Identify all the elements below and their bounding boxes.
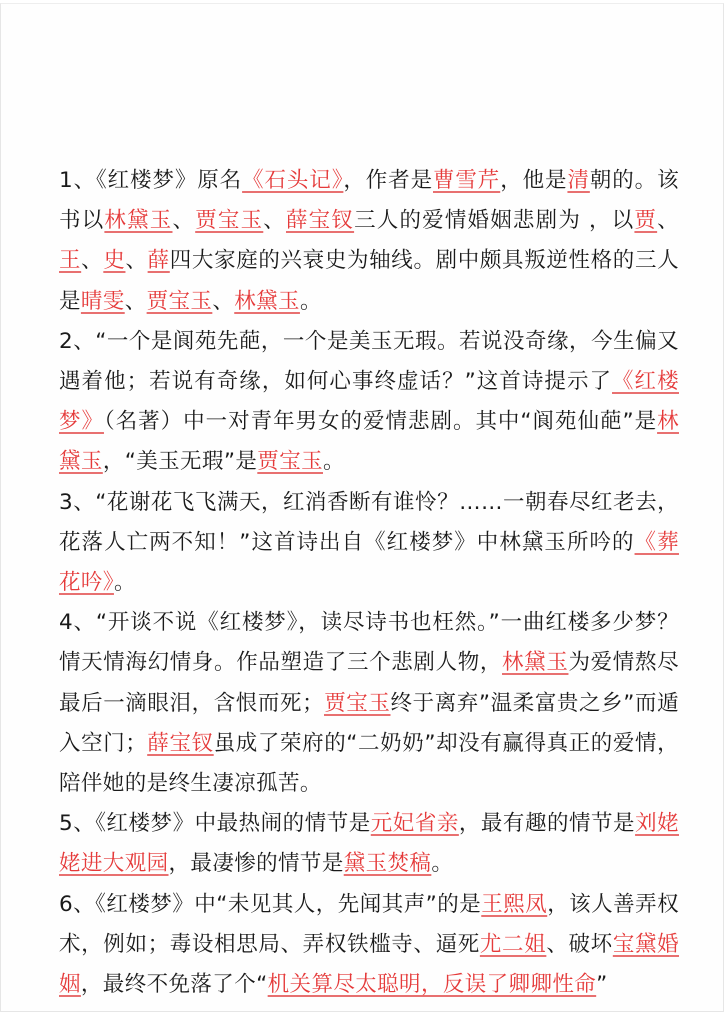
highlighted-answer: 薛宝钗 xyxy=(285,208,355,234)
text-segment: 。 xyxy=(299,288,322,314)
text-segment: 四大家庭的兴衰史为轴线。剧中颇具叛逆性格的三人是 xyxy=(59,248,679,314)
highlighted-answer: 贾宝玉 xyxy=(146,288,213,314)
paragraph-5 xyxy=(59,804,679,884)
text-segment: ，最有趣的情节是 xyxy=(458,811,636,837)
highlighted-answer: 林黛玉 xyxy=(59,409,679,475)
highlighted-answer: 王 xyxy=(59,248,82,274)
text-segment: ，“美玉无瑕”是 xyxy=(102,449,258,475)
document-page xyxy=(0,3,724,1012)
highlighted-answer: 《石头记》 xyxy=(242,168,344,193)
highlighted-answer: 机关算尽太聪明，反误了卿卿性命 xyxy=(267,972,597,998)
text-segment: 终于离弃”温柔富贵之乡”而遁入空门； xyxy=(59,690,679,756)
text-segment: 6、《红楼梦》中“未见其人，先闻其声”的是 xyxy=(59,891,482,917)
text-segment: 2、“一个是阆苑先葩，一个是美玉无瑕。若说没奇缘，今生偏又遇着他；若说有奇缘，如何心事终虚话？”这首诗提示了 xyxy=(59,328,679,395)
highlighted-answer: 贾 xyxy=(634,208,658,234)
text-segment: ，该人善弄权术，例如；毒设相思局、弄权铁槛寺、逼死 xyxy=(59,891,679,957)
highlighted-answer: 宝黛婚姻 xyxy=(59,931,680,998)
paragraph-6 xyxy=(59,885,679,1006)
highlighted-answer: 贾宝玉 xyxy=(324,690,391,716)
highlighted-answer: 史 xyxy=(103,248,126,274)
text-segment: 虽成了荣府的“二奶奶”却没有赢得真正的爱情，陪伴她的是终生凄凉孤苦。 xyxy=(59,730,679,797)
text-segment: 朝的。该书以 xyxy=(59,168,679,234)
paragraph-4 xyxy=(59,603,679,804)
text-segment: 、 xyxy=(124,288,147,314)
highlighted-answer: 贾宝玉 xyxy=(257,449,323,475)
highlighted-answer: 林黛玉 xyxy=(502,650,569,676)
text-segment: 4、“开谈不说《红楼梦》，读尽诗书也枉然。”一曲红楼多少梦？情天情海幻情身。作品塑造了三个悲剧人物， xyxy=(59,610,679,676)
text-segment: （名著）中一对青年男女的爱情悲剧。其中“阆苑仙葩”是 xyxy=(103,409,658,435)
text-segment: 、 xyxy=(172,208,196,234)
text-segment: 、 xyxy=(81,248,104,274)
text-segment: 为爱情熬尽最后一滴眼泪，含恨而死； xyxy=(59,650,679,716)
text-segment: ，最终不免落了个“ xyxy=(80,972,268,998)
text-segment: ” xyxy=(596,972,608,998)
text-segment: 、 xyxy=(263,208,286,234)
text-segment: ，他是 xyxy=(500,168,568,193)
text-segment: 。 xyxy=(113,570,136,596)
highlighted-answer: 清 xyxy=(567,168,590,193)
text-segment: 。 xyxy=(431,851,454,877)
text-segment: ，作者是 xyxy=(343,168,433,193)
text-segment: 、破坏 xyxy=(546,931,613,957)
highlighted-answer: 元妃省亲 xyxy=(370,811,459,837)
text-segment: 1、《红楼梦》原名 xyxy=(59,168,243,193)
paragraph-3 xyxy=(59,483,679,604)
highlighted-answer: 林黛玉 xyxy=(104,208,173,234)
highlighted-answer: 王熙凤 xyxy=(481,891,548,917)
highlighted-answer: 刘姥姥进大观园 xyxy=(59,811,679,877)
text-segment: 5、《红楼梦》中最热闹的情节是 xyxy=(59,811,371,837)
text-segment: 三人的爱情婚姻悲剧为 ，以 xyxy=(354,208,635,234)
text-segment: 。 xyxy=(323,449,345,475)
paragraph-1 xyxy=(59,161,679,322)
highlighted-answer: 薛 xyxy=(147,248,170,274)
text-segment: 、 xyxy=(212,288,235,314)
paragraph-2 xyxy=(59,322,679,483)
highlighted-answer: 薛宝钗 xyxy=(147,730,214,756)
highlighted-answer: 黛玉焚稿 xyxy=(343,851,432,877)
highlighted-answer: 尤二姐 xyxy=(479,931,547,957)
highlighted-answer: 晴雯 xyxy=(80,288,125,314)
document-body xyxy=(59,161,679,1005)
highlighted-answer: 《葬花吟》 xyxy=(59,529,679,596)
text-segment: 、 xyxy=(657,208,680,234)
highlighted-answer: 曹雪芹 xyxy=(433,168,501,193)
highlighted-answer: 林黛玉 xyxy=(234,288,300,314)
highlighted-answer: 《红楼梦》 xyxy=(59,369,679,435)
highlighted-answer: 贾宝玉 xyxy=(195,208,264,234)
text-segment: 3、“花谢花飞飞满天，红消香断有谁怜？……一朝春尽红老去，花落人亡两不知！”这首诗出自《红楼梦》中林黛玉所吟的 xyxy=(59,489,679,555)
text-segment: 、 xyxy=(125,248,148,274)
text-segment: ，最凄惨的情节是 xyxy=(168,851,344,877)
